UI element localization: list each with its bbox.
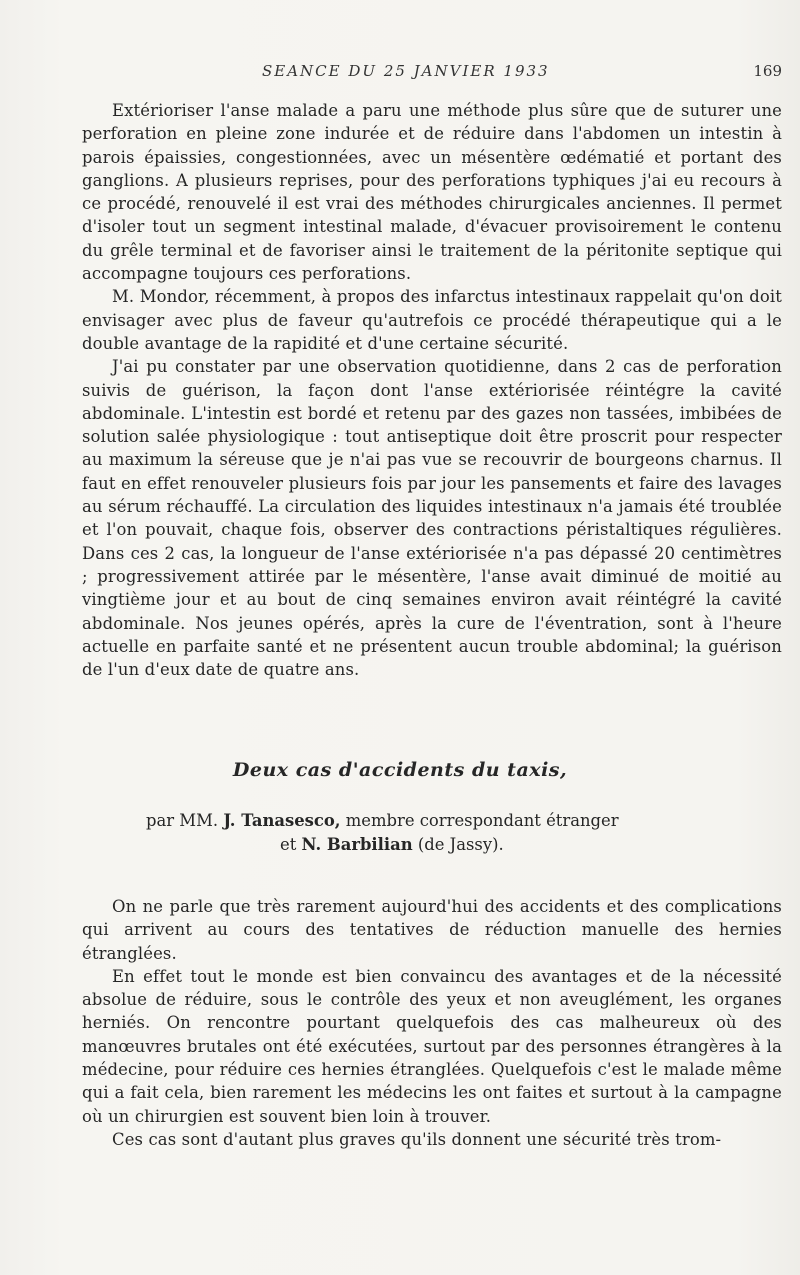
paragraph: M. Mondor, récemment, à propos des infarctus intestinaux rappelait qu'on doit envisager avec plus de faveur qu'autrefois ce procédé thérapeutique qui a le double avantage de la rapidité et d'une certaine sécurité. [82, 287, 782, 353]
author-1-role: membre correspondant étranger [345, 811, 619, 830]
byline-line-2 [280, 833, 504, 857]
previous-article-text [82, 99, 782, 681]
author-1: J. Tanasesco, [223, 811, 341, 830]
byline-conjunction: et [280, 835, 297, 854]
author-2-affiliation: (de Jassy). [417, 835, 504, 854]
article-body [82, 895, 782, 1151]
paragraph: Ces cas sont d'autant plus graves qu'ils donnent une sécurité très trom- [112, 1129, 722, 1149]
paragraph: J'ai pu constater par une observation quotidienne, dans 2 cas de perforation suivis de guérison, la façon dont l'anse extériorisée réintégre la cavité abdominale. L'intestin est bordé et retenu par des gazes non tassées, imbibées de solution salée physiologique : tout antiseptique doit être proscrit pour respecter au maximum la séreuse que je n'ai pas vue se recouvrir de bourgeons charnus. Il faut en effet renouveler plusieurs fois par jour les pansements et faire des lavages au sérum réchauffé. La circulation des liquides intestinaux n'a jamais été troublée et l'on pouvait, chaque fois, observer des contractions péristaltiques régulières. Dans ces 2 cas, la longueur de l'anse extériorisée n'a pas dépassé 20 centimètres ; progressivement attirée par le mésentère, l'anse avait diminué de moitié au vingtième jour et au bout de cinq semaines environ avait réintégré la cavité abdominale. Nos jeunes opérés, après la cure de l'éventration, sont à l'heure actuelle en parfaite santé et ne présentent aucun trouble abdominal; la guérison de l'un d'eux date de quatre ans. [82, 357, 782, 680]
running-title: SEANCE DU 25 JANVIER 1933 [262, 62, 550, 80]
page-number: 169 [753, 62, 782, 80]
byline-prefix: par MM. [146, 811, 219, 830]
paragraph: On ne parle que très rarement aujourd'hui des accidents et des complications qui arrivent au cours des tentatives de réduction manuelle des hernies étranglées. [82, 897, 782, 963]
paragraph: En effet tout le monde est bien convaincu des avantages et de la nécessité absolue de réduire, sous le contrôle des yeux et non aveuglément, les organes herniés. On rencontre pourtant quelquefois des cas malheureux où des manœuvres brutales ont été exécutées, surtout par des personnes étrangères à la médecine, pour réduire ces hernies étranglées. Quelquefois c'est le malade même qui a fait cela, bien rarement les médecins les ont faites et surtout à la campagne où un chirurgien est souvent bien loin à trouver. [82, 966, 782, 1126]
article-title: Deux cas d'accidents du taxis, [232, 759, 568, 781]
author-2: N. Barbilian [301, 835, 413, 854]
running-header [82, 62, 782, 84]
paragraph: Extérioriser l'anse malade a paru une méthode plus sûre que de suturer une perforation en pleine zone indurée et de réduire dans l'abdomen un intestin à parois épaissies, congestionnées, avec un mésentère œdématié et portant des ganglions. A plusieurs reprises, pour des perforations typhiques j'ai eu recours à ce procédé, renouvelé il est vrai des méthodes chirurgicales anciennes. Il permet d'isoler tout un segment intestinal malade, d'évacuer provisoirement le contenu du grêle terminal et de favoriser ainsi le traitement de la péritonite septique qui accompagne toujours ces perforations. [82, 101, 782, 284]
byline-line-1 [146, 809, 619, 833]
